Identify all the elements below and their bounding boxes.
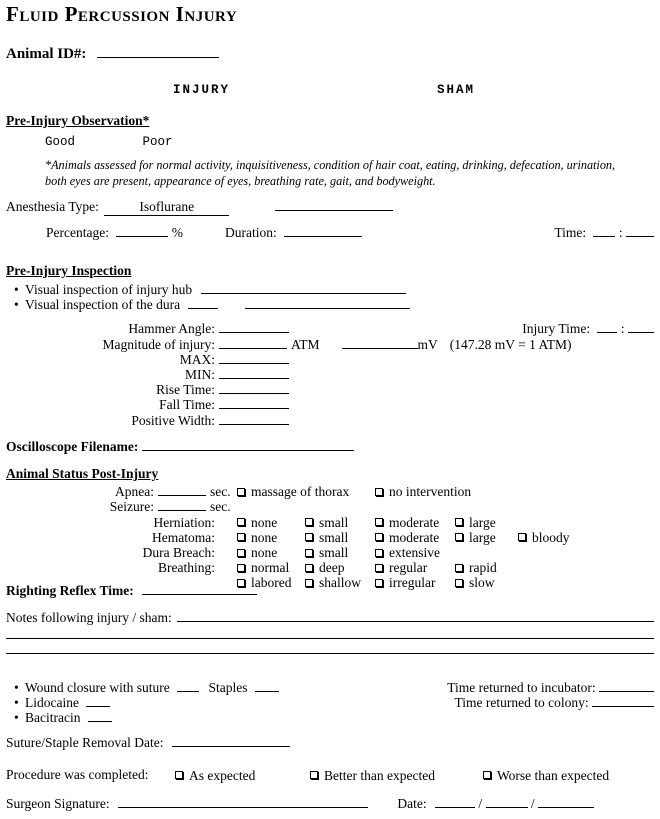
hammer-angle-row	[6, 321, 654, 336]
breathing-option	[375, 560, 427, 575]
procedure-label: Procedure was completed:	[6, 766, 149, 782]
fall-time-field[interactable]	[219, 397, 289, 409]
procedure-option-better	[310, 768, 435, 783]
positive-width-field[interactable]	[219, 413, 289, 425]
option-label: small	[319, 529, 349, 545]
anesthesia-type-field-2[interactable]	[275, 199, 393, 211]
incubator-group	[447, 680, 654, 695]
dura-breach-label: Dura Breach:	[142, 545, 215, 561]
oscilloscope-row	[6, 439, 654, 454]
max-label: MAX:	[179, 351, 215, 367]
apnea-option-no-intervention	[375, 484, 471, 499]
staples-label: Staples	[208, 679, 248, 695]
dura-small-checkbox-icon[interactable]	[305, 549, 313, 557]
magnitude-mv-field[interactable]	[342, 337, 418, 349]
hammer-angle-field[interactable]	[219, 321, 289, 333]
hematoma-option	[305, 530, 348, 545]
incubator-label: Time returned to incubator:	[447, 679, 596, 695]
anesthesia-details-row	[6, 225, 654, 240]
breathing-regular-checkbox-icon[interactable]	[375, 564, 383, 572]
colony-group	[455, 695, 655, 710]
injury-time-group	[522, 321, 654, 336]
notes-label: Notes following injury / sham:	[6, 609, 172, 625]
worse-than-expected-checkbox-icon[interactable]	[483, 771, 491, 779]
time-colon: :	[618, 224, 623, 240]
time-group	[554, 225, 654, 240]
anesthesia-type-field[interactable]	[104, 199, 229, 215]
notes-line-3[interactable]	[6, 639, 654, 654]
duration-group	[225, 225, 362, 240]
better-than-expected-checkbox-icon[interactable]	[310, 771, 318, 779]
oscilloscope-field[interactable]	[142, 439, 354, 451]
hematoma-option	[518, 530, 570, 545]
hematoma-moderate-checkbox-icon[interactable]	[375, 533, 383, 541]
column-headers	[6, 83, 654, 99]
colony-field[interactable]	[592, 695, 654, 707]
massage-of-thorax-label: massage of thorax	[251, 484, 350, 500]
date-slash-2: /	[530, 795, 535, 811]
animal-id-row	[6, 44, 654, 63]
option-label: moderate	[389, 514, 440, 530]
option-label: regular	[389, 560, 428, 576]
conversion-note: (147.28 mV = 1 ATM)	[449, 336, 572, 352]
seizure-sec-suffix: sec.	[210, 499, 231, 515]
breathing-option	[237, 560, 289, 575]
breathing-row	[6, 560, 654, 575]
hub-field[interactable]	[201, 282, 406, 294]
animal-id-field[interactable]	[97, 44, 219, 58]
option-label: moderate	[389, 529, 440, 545]
percent-sign: %	[171, 224, 183, 240]
breathing-rapid-checkbox-icon[interactable]	[455, 564, 463, 572]
wound-closure-label: Wound closure with suture	[25, 679, 170, 695]
magnitude-label: Magnitude of injury:	[102, 336, 215, 352]
option-label: extensive	[389, 545, 440, 561]
dura-breach-option	[305, 545, 348, 560]
breathing-label: Breathing:	[158, 560, 215, 576]
lidocaine-field[interactable]	[86, 695, 110, 707]
bacitracin-row	[6, 710, 654, 725]
dura-breach-option	[375, 545, 440, 560]
righting-reflex-field[interactable]	[142, 583, 257, 595]
section-pre-injury-inspection: Pre-Injury Inspection	[6, 262, 132, 278]
herniation-large-checkbox-icon[interactable]	[455, 518, 463, 526]
surgeon-signature-label: Surgeon Signature:	[6, 795, 110, 811]
option-label: labored	[251, 575, 292, 591]
anesthesia-type-value: Isoflurane	[139, 199, 195, 215]
apnea-field[interactable]	[158, 484, 206, 496]
magnitude-atm-field[interactable]	[219, 337, 287, 349]
column-injury: INJURY	[173, 83, 231, 97]
time-label: Time:	[554, 224, 587, 240]
dura-field-1[interactable]	[188, 297, 218, 309]
hematoma-none-checkbox-icon[interactable]	[237, 533, 245, 541]
suture-field[interactable]	[177, 680, 199, 692]
anesthesia-row	[6, 199, 654, 215]
option-label: small	[319, 545, 349, 561]
time-mm-field[interactable]	[626, 225, 654, 237]
breathing-option	[305, 560, 344, 575]
anesthesia-type-label: Anesthesia Type:	[6, 199, 99, 215]
herniation-option	[237, 515, 277, 530]
apnea-label: Apnea:	[115, 484, 154, 500]
signature-row	[6, 796, 654, 811]
hematoma-option	[375, 530, 439, 545]
bullet-hub-label: Visual inspection of injury hub	[25, 282, 193, 298]
no-intervention-label: no intervention	[389, 484, 472, 500]
duration-label: Duration:	[225, 224, 277, 240]
injury-time-hh-field[interactable]	[597, 321, 617, 333]
option-label: rapid	[469, 560, 497, 576]
bacitracin-field[interactable]	[88, 710, 112, 722]
option-label: Worse than expected	[497, 767, 610, 783]
massage-of-thorax-checkbox-icon[interactable]	[237, 488, 245, 496]
fall-time-row	[6, 397, 654, 412]
herniation-row	[6, 515, 654, 530]
righting-reflex-label: Righting Reflex Time:	[6, 583, 134, 599]
column-sham: SHAM	[437, 83, 476, 97]
removal-date-field[interactable]	[172, 735, 290, 747]
no-intervention-checkbox-icon[interactable]	[375, 488, 383, 496]
notes-line-2[interactable]	[6, 625, 654, 639]
lidocaine-row	[6, 695, 654, 710]
herniation-option	[375, 515, 439, 530]
hematoma-row	[6, 530, 654, 545]
min-label: MIN:	[185, 367, 215, 383]
procedure-option-worse	[483, 768, 609, 783]
herniation-option	[305, 515, 348, 530]
section-pre-injury-observation: Pre-Injury Observation*	[6, 113, 150, 128]
positive-width-row	[6, 413, 654, 428]
procedure-option-as-expected	[175, 768, 255, 783]
herniation-none-checkbox-icon[interactable]	[237, 518, 245, 526]
seizure-label: Seizure:	[109, 499, 154, 515]
removal-date-label: Suture/Staple Removal Date:	[6, 735, 164, 751]
rise-time-field[interactable]	[219, 382, 289, 394]
option-label: none	[251, 514, 278, 530]
option-label: deep	[319, 560, 345, 576]
hematoma-large-checkbox-icon[interactable]	[455, 533, 463, 541]
breathing-deep-checkbox-icon[interactable]	[305, 564, 313, 572]
hematoma-small-checkbox-icon[interactable]	[305, 533, 313, 541]
dura-breach-option	[237, 545, 277, 560]
max-field[interactable]	[219, 352, 289, 364]
righting-reflex-row	[6, 583, 654, 598]
procedure-row	[6, 767, 654, 783]
option-label: small	[319, 514, 349, 530]
hammer-angle-label: Hammer Angle:	[128, 321, 215, 337]
apnea-row	[6, 484, 654, 499]
wound-closure-row	[6, 680, 654, 695]
option-label: shallow	[319, 575, 361, 591]
bacitracin-label: Bacitracin	[25, 710, 81, 726]
form-title: Fluid Percussion Injury	[6, 2, 238, 26]
breathing-normal-checkbox-icon[interactable]	[237, 564, 245, 572]
dura-breach-row	[6, 545, 654, 560]
option-label: slow	[469, 575, 495, 591]
notes-row	[6, 610, 654, 625]
option-label: normal	[251, 560, 290, 576]
colony-label: Time returned to colony:	[454, 695, 589, 711]
apnea-sec-suffix: sec.	[210, 484, 231, 500]
good-label: Good	[45, 135, 76, 150]
lidocaine-label: Lidocaine	[25, 695, 79, 711]
inspection-bullet-dura	[6, 297, 654, 312]
seizure-field[interactable]	[158, 499, 206, 511]
injury-time-label: Injury Time:	[522, 321, 591, 337]
incubator-field[interactable]	[599, 680, 654, 692]
section-animal-status: Animal Status Post-Injury	[6, 466, 159, 482]
inspection-bullet-hub	[6, 282, 654, 297]
option-label: large	[469, 529, 496, 545]
injury-time-colon: :	[620, 321, 625, 337]
staples-field[interactable]	[255, 680, 279, 692]
time-hh-field[interactable]	[593, 225, 615, 237]
herniation-label: Herniation:	[153, 514, 215, 530]
date-label: Date:	[397, 795, 427, 811]
seizure-row	[6, 499, 654, 514]
signature-field[interactable]	[118, 796, 368, 808]
max-row	[6, 352, 654, 367]
hematoma-option	[455, 530, 496, 545]
dura-none-checkbox-icon[interactable]	[237, 549, 245, 557]
good-poor-row	[45, 135, 654, 150]
option-label: Better than expected	[324, 767, 435, 783]
hematoma-bloody-checkbox-icon[interactable]	[518, 533, 526, 541]
rise-time-label: Rise Time:	[156, 382, 215, 398]
magnitude-row	[6, 337, 654, 352]
date-month-field[interactable]	[435, 796, 475, 808]
herniation-moderate-checkbox-icon[interactable]	[375, 518, 383, 526]
percentage-field[interactable]	[116, 225, 168, 237]
poor-label: Poor	[142, 135, 173, 150]
option-label: irregular	[389, 575, 436, 591]
option-label: bloody	[532, 529, 570, 545]
removal-date-row	[6, 735, 654, 750]
dura-field-2[interactable]	[245, 297, 410, 309]
hematoma-label: Hematoma:	[152, 529, 215, 545]
breathing-option	[455, 560, 497, 575]
option-label: none	[251, 529, 278, 545]
option-label: none	[251, 545, 278, 561]
oscilloscope-label: Oscilloscope Filename:	[6, 438, 139, 454]
bullet-dura-label: Visual inspection of the dura	[25, 297, 181, 313]
hematoma-option	[237, 530, 277, 545]
date-day-field[interactable]	[486, 796, 528, 808]
percentage-label: Percentage:	[46, 224, 109, 240]
atm-unit: ATM	[291, 336, 320, 352]
date-slash-1: /	[478, 795, 483, 811]
date-year-field[interactable]	[538, 796, 594, 808]
injury-time-mm-field[interactable]	[628, 321, 654, 333]
herniation-option	[455, 515, 496, 530]
rise-time-row	[6, 382, 654, 397]
observation-note: *Animals assessed for normal activity, inquisitiveness, condition of hair coat, eating, drinking, defecation, urination, both eyes are present, appearance of eyes, breathing rate, gait, and bodyweight.	[45, 158, 616, 188]
min-field[interactable]	[219, 367, 289, 379]
herniation-small-checkbox-icon[interactable]	[305, 518, 313, 526]
option-label: As expected	[189, 767, 256, 783]
animal-id-label: Animal ID#:	[6, 46, 87, 62]
min-row	[6, 367, 654, 382]
as-expected-checkbox-icon[interactable]	[175, 771, 183, 779]
positive-width-label: Positive Width:	[131, 412, 215, 428]
mv-unit: mV	[417, 336, 438, 352]
dura-extensive-checkbox-icon[interactable]	[375, 549, 383, 557]
apnea-option-massage	[237, 484, 349, 499]
notes-field[interactable]	[177, 610, 654, 622]
option-label: large	[469, 514, 496, 530]
duration-field[interactable]	[284, 225, 362, 237]
fall-time-label: Fall Time:	[159, 397, 215, 413]
